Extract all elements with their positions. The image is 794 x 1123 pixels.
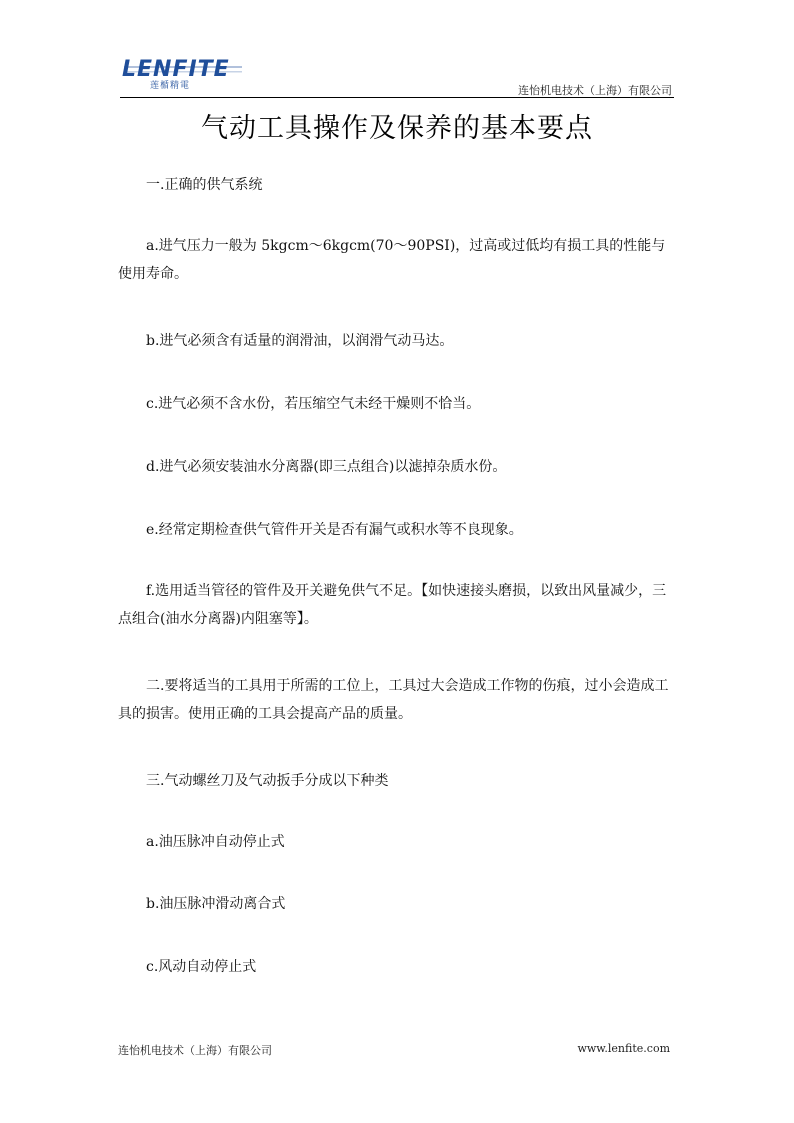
list-item-b: b.油压脉冲滑动离合式 xyxy=(146,896,286,912)
paragraph-a: a.进气压力一般为 5kgcm～6kgcm(70～90PSI)，过高或过低均有损工具的性能与使用寿命。 xyxy=(118,238,666,282)
list-item-a: a.油压脉冲自动停止式 xyxy=(146,834,285,850)
logo-subtext: 莲楯精電 xyxy=(150,81,191,91)
list-item-c: c.风动自动停止式 xyxy=(146,959,257,975)
paragraph-f: f.选用适当管径的管件及开关避免供气不足。【如快速接头磨损，以致出风量减少，三点组合(油水分离器)内阻塞等】。 xyxy=(118,583,667,627)
section-heading-2: 二.要将适当的工具用于所需的工位上，工具过大会造成工作物的伤痕，过小会造成工具的损害。使用正确的工具会提高产品的质量。 xyxy=(118,678,669,722)
footer-company-name: 连怡机电技术（上海）有限公司 xyxy=(118,1044,272,1057)
paragraph-d: d.进气必须安装油水分离器(即三点组合)以滤掉杂质水份。 xyxy=(146,459,507,475)
section-heading-1: 一.正确的供气系统 xyxy=(146,177,263,193)
logo-wordmark: LENFITE xyxy=(122,57,230,82)
paragraph-b: b.进气必须含有适量的润滑油，以润滑气动马达。 xyxy=(146,333,454,349)
header-company-name: 连怡机电技术（上海）有限公司 xyxy=(518,84,672,97)
footer-website-link[interactable]: www.lenfite.com xyxy=(577,1042,670,1055)
paragraph-e: e.经常定期检查供气管件开关是否有漏气或积水等不良现象。 xyxy=(146,522,523,538)
header-divider xyxy=(120,97,674,98)
paragraph-c: c.进气必须不含水份，若压缩空气未经干燥则不恰当。 xyxy=(146,396,481,412)
section-heading-3: 三.气动螺丝刀及气动扳手分成以下种类 xyxy=(146,773,389,789)
company-logo xyxy=(122,57,246,91)
document-title: 气动工具操作及保养的基本要点 xyxy=(201,113,593,144)
